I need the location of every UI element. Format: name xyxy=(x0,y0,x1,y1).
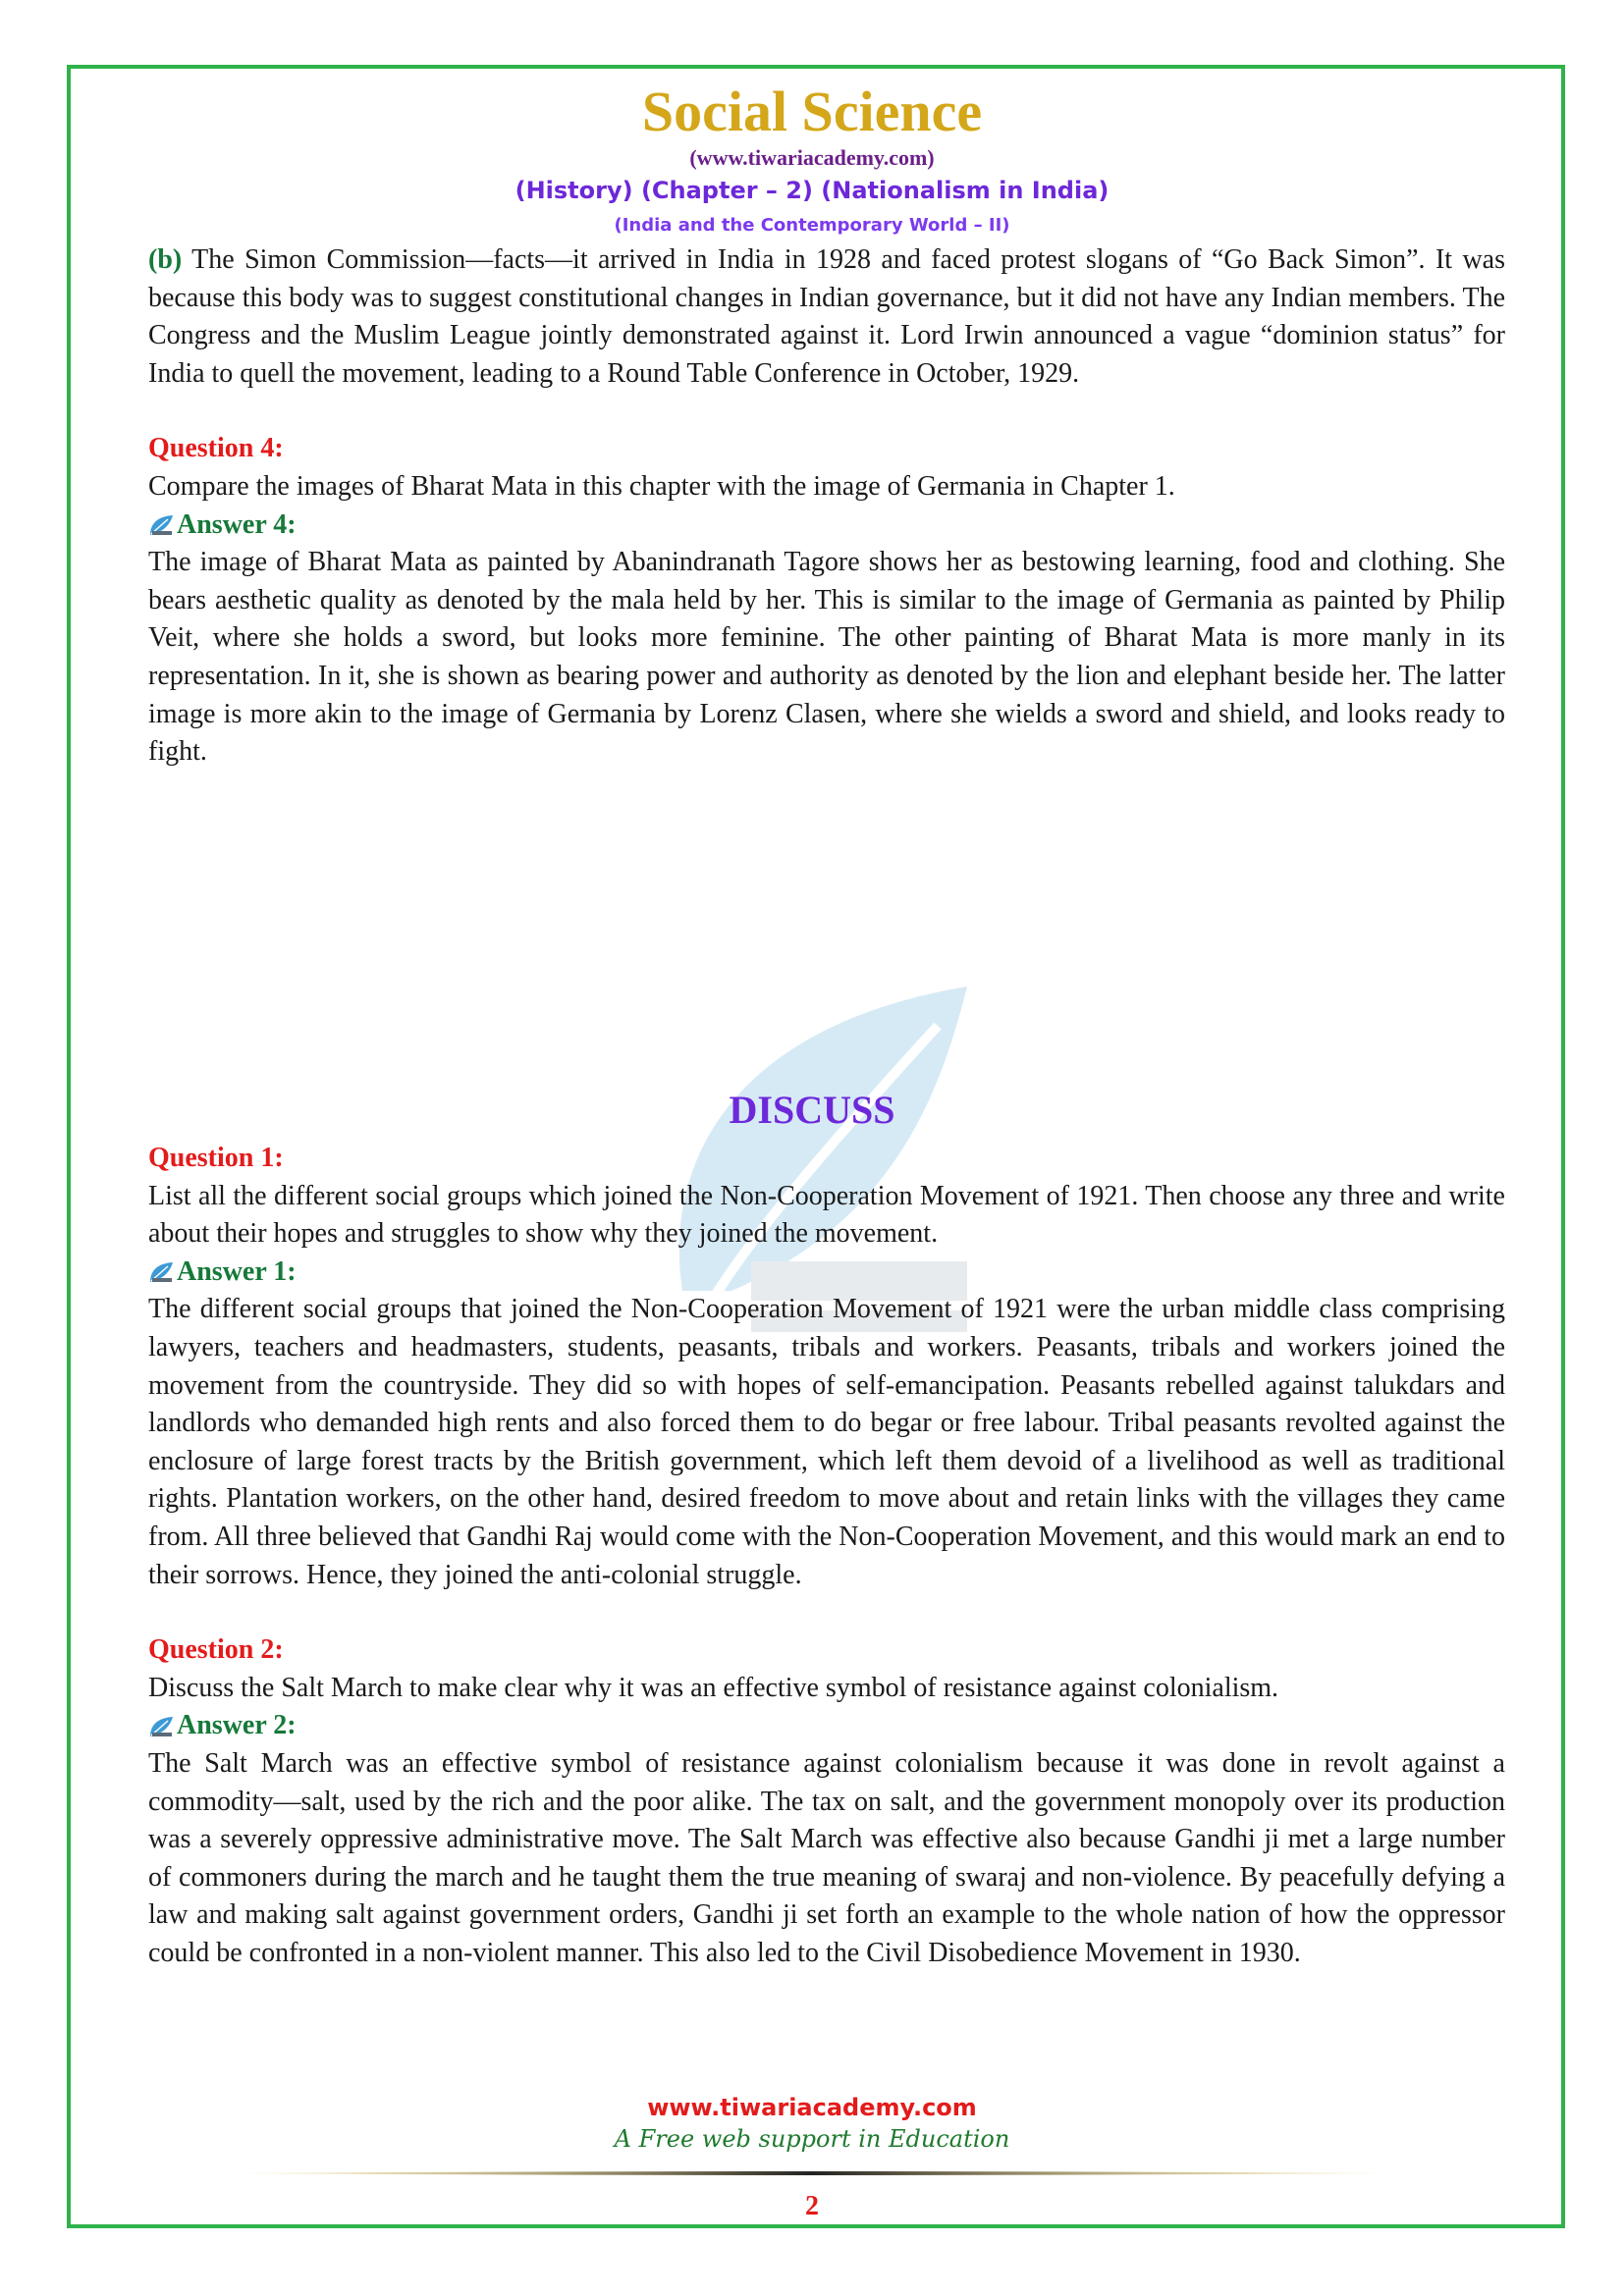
leaf-logo-icon xyxy=(148,513,175,537)
footer-tagline: A Free web support in Education xyxy=(614,2125,1010,2153)
discuss-answer-2-heading xyxy=(148,1707,1505,1745)
page-title: Social Science xyxy=(641,80,983,143)
header-url[interactable]: (www.tiwariacademy.com) xyxy=(689,145,935,170)
answer-4-label: Answer 4: xyxy=(177,508,297,540)
discuss-question-1-label: Question 1: xyxy=(148,1143,284,1173)
discuss-answer-1-text: The different social groups that joined the Non-Cooperation Movement of 1921 were the urban middle class comprising lawyers, teachers and headmasters, students, peasants, tribals and workers. Peasants, tribals and workers joined the movement from the countryside. They did so with hopes of self-emancipation. Peasants rebelled against talukdars and landlords who demanded high rents and also forced them to do begar or free labour. Tribal peasants revolted against the enclosure of large forest tracts by the British government, which left them devoid of a livelihood as well as traditional rights. Plantation workers, on the other hand, desired freedom to move about and retain links with the villages they came from. All three believed that Gandhi Raj would come with the Non-Cooperation Movement, and this would mark an end to their sorrows. Hence, they joined the anti-colonial struggle. xyxy=(148,1294,1505,1590)
answer-4-text: The image of Bharat Mata as painted by Abanindranath Tagore shows her as bestowing learning, food and clothing. She bears aesthetic quality as denoted by the mala held by her. This is similar to the image of Germania as painted by Philip Veit, where she holds a sword, but looks more feminine. The other painting of Bharat Mata is more manly in its representation. In it, she is shown as bearing power and authority as denoted by the lion and elephant beside her. The latter image is more akin to the image of Germania by Lorenz Clasen, where she wields a sword and shield, and looks ready to fight. xyxy=(148,547,1505,768)
footer-url[interactable]: www.tiwariacademy.com xyxy=(647,2094,977,2121)
discuss-section xyxy=(148,1140,1505,1972)
leaf-logo-icon xyxy=(148,1260,175,1284)
book-heading: (India and the Contemporary World – II) xyxy=(614,215,1010,236)
answer-4-heading xyxy=(148,507,1505,545)
part-b-label: (b) xyxy=(148,244,183,275)
discuss-question-2-text: Discuss the Salt March to make clear why it was an effective symbol of resistance against colonialism. xyxy=(148,1672,1279,1703)
discuss-answer-1-heading xyxy=(148,1254,1505,1292)
discuss-question-2-label: Question 2: xyxy=(148,1634,284,1666)
discuss-answer-2-text: The Salt March was an effective symbol of resistance against colonialism because it was done in revolt against a commodity—salt, used by the rich and the poor alike. The tax on salt, and the government monopoly over its production was a severely oppressive administrative move. The Salt March was effective also because Gandhi ji met a large number of commoners during the march and he taught them the true meaning of swaraj and non-violence. By peacefully defying a law and making salt against government orders, Gandhi ji set forth an example to the whole nation of how the oppressor could be confronted in a non-violent manner. This also led to the Civil Disobedience Movement in 1930. xyxy=(148,1747,1505,1968)
discuss-heading: DISCUSS xyxy=(729,1088,895,1132)
question-4-text: Compare the images of Bharat Mata in this chapter with the image of Germania in Chapter 1. xyxy=(148,470,1175,502)
top-section xyxy=(148,241,1505,772)
discuss-answer-1-label: Answer 1: xyxy=(177,1255,297,1287)
discuss-question-1-text: List all the different social groups which joined the Non-Cooperation Movement of 1921. Then choose any three and write about their hopes and struggles to show why they joined the movement. xyxy=(148,1180,1505,1250)
chapter-heading: (History) (Chapter – 2) (Nationalism in India) xyxy=(514,177,1110,204)
footer-divider xyxy=(236,2170,1388,2176)
simon-commission-answer xyxy=(148,241,1505,393)
leaf-logo-icon xyxy=(148,1715,175,1738)
discuss-answer-2-label: Answer 2: xyxy=(177,1710,297,1741)
part-b-text: The Simon Commission—facts—it arrived in India in 1928 and faced protest slogans of “Go Back Simon”. It was because this body was to suggest constitutional changes in Indian governance, but it did not have any Indian members. The Congress and the Muslim League jointly demonstrated against it. Lord Irwin announced a vague “dominion status” for India to quell the movement, leading to a Round Table Conference in October, 1929. xyxy=(148,244,1505,389)
question-4-label: Question 4: xyxy=(148,433,284,464)
page-number: 2 xyxy=(805,2191,819,2221)
